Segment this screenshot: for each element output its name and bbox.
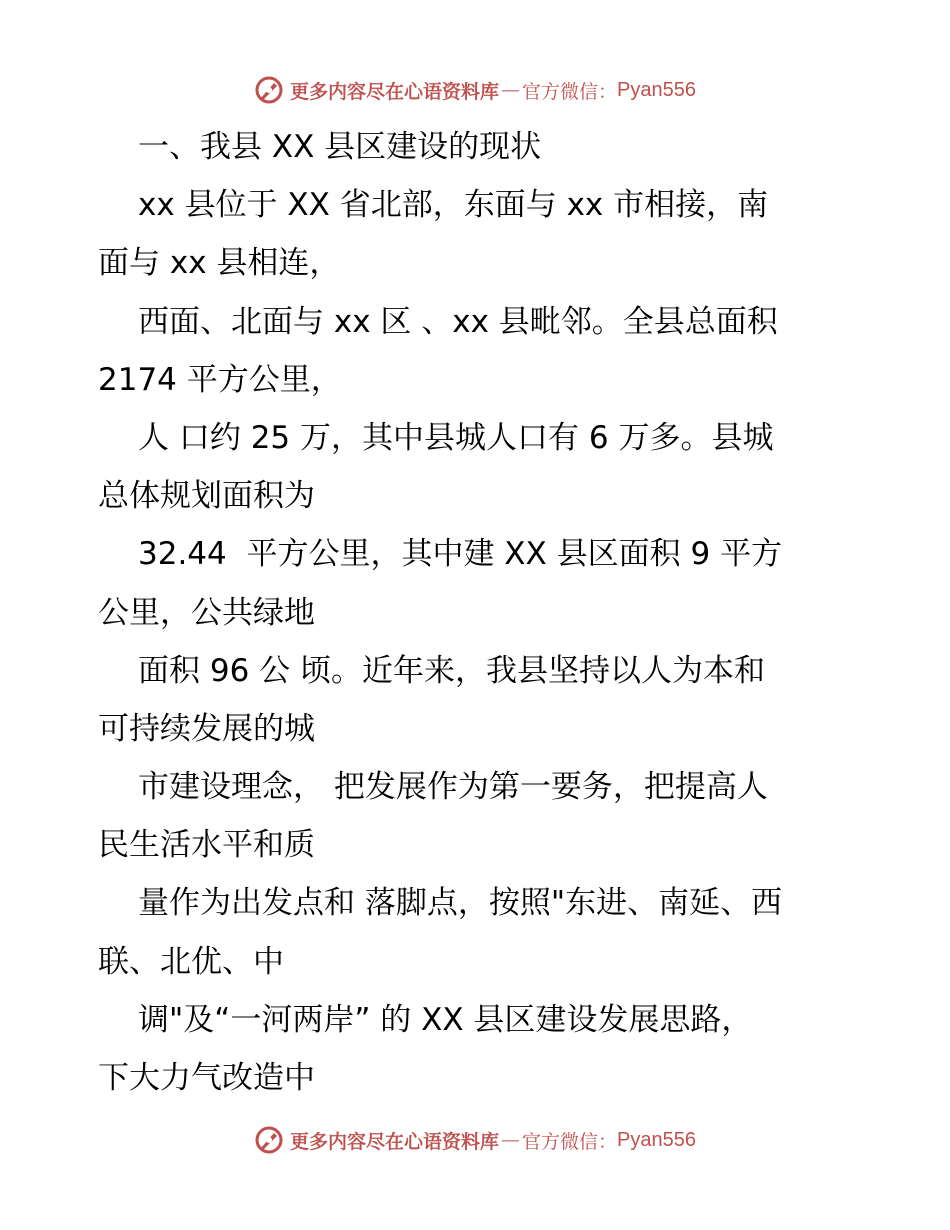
footer-separator: —: [501, 1129, 521, 1151]
footer-wechat-handle: Pyan556: [617, 1128, 696, 1151]
paragraph-line: 联、北优、中: [98, 943, 284, 980]
paragraph-line: 2174 平方公里，: [98, 361, 342, 398]
section-heading: 一、我县 XX 县区建设的现状: [138, 129, 542, 165]
paragraph-line: 可持续发展的城: [98, 710, 315, 747]
paragraph-line: 市建设理念， 把发展作为第一要务，把提高人: [138, 769, 768, 806]
paragraph-line: 公里，公共绿地: [98, 594, 315, 631]
paragraph-line: 调"及“一河两岸” 的 XX 县区建设发展思路，: [138, 1001, 753, 1038]
paragraph-line: 面与 xx 县相连，: [98, 245, 341, 282]
header-wechat-handle: Pyan556: [617, 78, 696, 101]
footer-watermark-banner: [0, 1120, 950, 1160]
paragraph-line: 人 口约 25 万，其中县城人口有 6 万多。县城: [138, 419, 774, 456]
paragraph-line: 民生活水平和质: [98, 827, 315, 864]
quill-logo-icon: [254, 75, 284, 105]
quill-logo-icon: [254, 1125, 284, 1155]
paragraph-line: xx 县位于 XX 省北部，东面与 xx 市相接，南: [138, 187, 769, 224]
document-body: [98, 118, 858, 1107]
paragraph-line: 下大力气改造中: [98, 1060, 315, 1096]
paragraph-line: 西面、北面与 xx 区 、xx 县毗邻。全县总面积: [138, 303, 778, 340]
footer-brand-text: 更多内容尽在心语资料库: [290, 1130, 500, 1153]
header-separator: —: [501, 79, 521, 101]
paragraph-line: 量作为出发点和 落脚点，按照"东进、南延、西: [138, 885, 783, 922]
header-wechat-label: 官方微信：: [522, 80, 618, 103]
header-watermark-banner: [0, 70, 950, 110]
paragraph-line: 总体规划面积为: [98, 478, 315, 515]
paragraph-line: 面积 96 公 顷。近年来，我县坚持以人为本和: [138, 652, 766, 689]
footer-wechat-label: 官方微信：: [522, 1130, 618, 1153]
paragraph-line: 32.44 平方公里，其中建 XX 县区面积 9 平方: [138, 536, 783, 573]
header-brand-text: 更多内容尽在心语资料库: [290, 80, 500, 103]
